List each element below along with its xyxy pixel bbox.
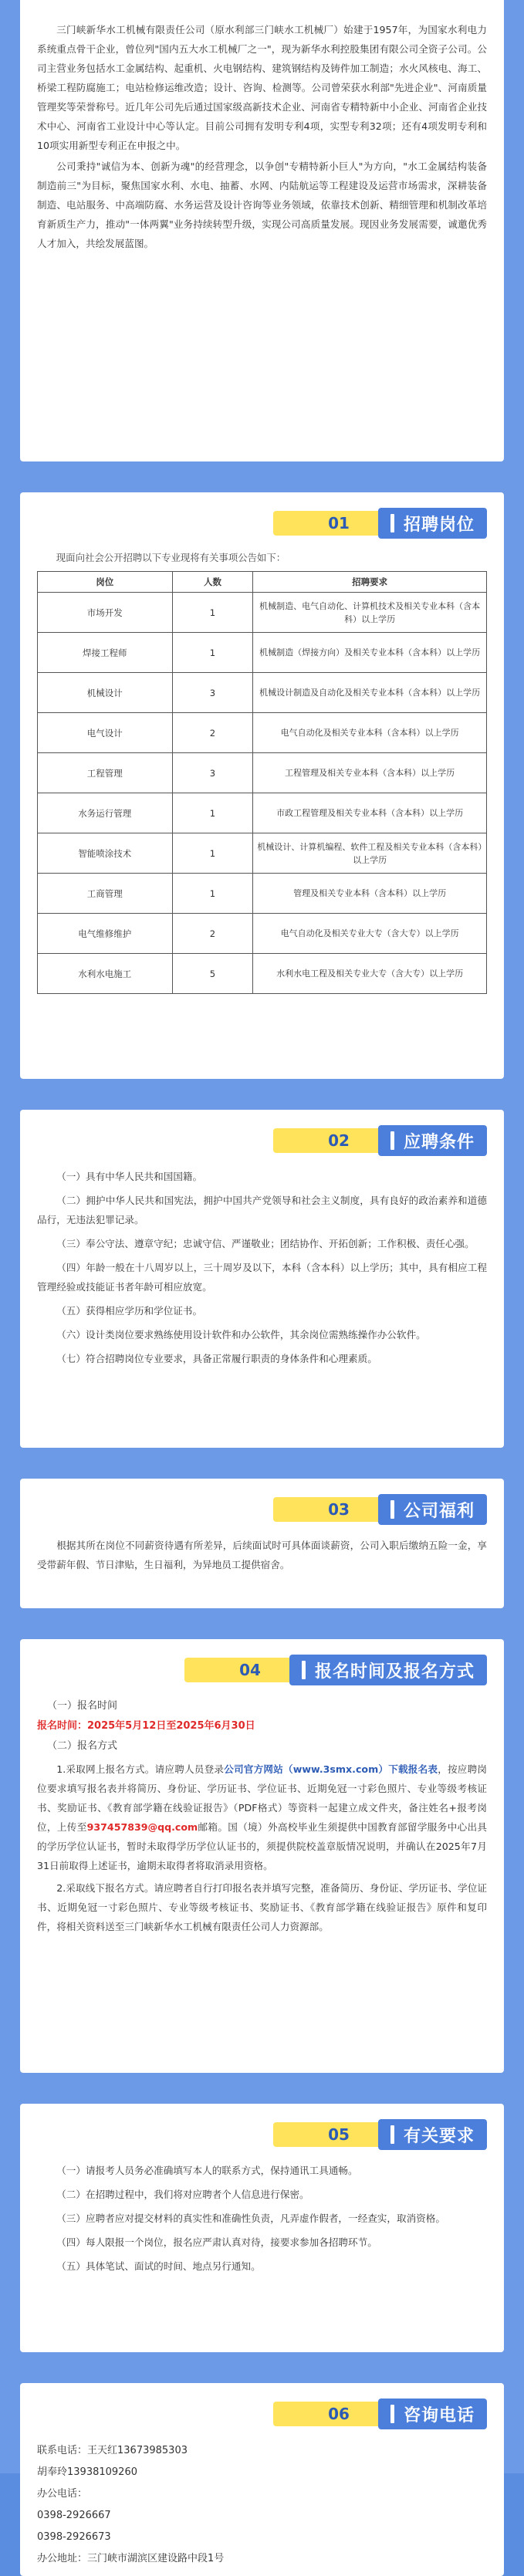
apply-online-a: 1.采取网上报名方式。请应聘人员登录 (56, 1763, 225, 1775)
list-item: （五）具体笔试、面试的时间、地点另行通知。 (56, 2260, 261, 2272)
list-item: （五）获得相应学历和学位证书。 (56, 1305, 203, 1317)
section-number: 01 (273, 511, 389, 536)
list-item: （一）具有中华人民共和国国籍。 (56, 1171, 203, 1182)
table-row (38, 633, 487, 673)
apply-time-label: （一）报名时间 (47, 1700, 118, 1712)
contact-phone-2: 胡奉玲13938109260 (37, 2466, 137, 2478)
list-item: （一）请报考人员务必准确填写本人的联系方式，保持通讯工具通畅。 (56, 2165, 358, 2176)
contact-office-phone-1: 0398-2926667 (37, 2510, 111, 2521)
jobs-header-row (38, 572, 487, 593)
section-header (37, 1494, 487, 1525)
jobs-lead: 现面向社会公开招聘以下专业现将有关事项公告如下： (56, 552, 286, 563)
contact-address: 办公地址：三门峡市湖滨区建设路中段1号 (37, 2553, 225, 2564)
job-post: 机械设计 (38, 673, 173, 713)
list-item: （七）符合招聘岗位专业要求，具备正常履行职责的身体条件和心理素质。 (56, 1353, 377, 1364)
table-row (38, 673, 487, 713)
apply-online (37, 1760, 487, 1875)
job-count: 3 (172, 673, 253, 713)
section-conditions (20, 1110, 504, 1448)
job-req: 机械制造、电气自动化、计算机技术及相关专业本科（含本科）以上学历 (253, 593, 487, 633)
job-req: 机械设计、计算机编程、软件工程及相关专业本科（含本科）以上学历 (253, 833, 487, 874)
section-header (37, 508, 487, 539)
apply-time-value: 报名时间：2025年5月12日至2025年6月30日 (37, 1720, 255, 1732)
table-row (38, 793, 487, 833)
section-jobs (20, 492, 504, 1079)
job-count: 2 (172, 914, 253, 954)
contact-phone-1: 联系电话：王天红13673985303 (37, 2445, 188, 2456)
section-header (37, 2399, 487, 2429)
jobs-header-post: 岗位 (38, 572, 173, 593)
section-number: 06 (273, 2402, 389, 2426)
job-count: 1 (172, 833, 253, 874)
table-row (38, 713, 487, 753)
apply-online-d: 邮箱。国（境）外高校毕业生须提供中国教育部留学服务中心出具的学历学位认证书，暂时未取得学历学位认证书的，须提供院校盖章版情况说明，并确认在2025年7月31日前取得上述证书，逾期未取得者将取消录用资格。 (37, 1821, 488, 1871)
official-site-link[interactable]: 公司官方网站（www.3smx.com）下载报名表 (224, 1763, 438, 1775)
list-item: （六）设计类岗位要求熟练使用设计软件和办公软件，其余岗位需熟练操作办公软件。 (56, 1329, 426, 1340)
job-count: 1 (172, 593, 253, 633)
job-req: 管理及相关专业本科（含本科）以上学历 (253, 874, 487, 914)
list-item: （二）拥护中华人民共和国宪法，拥护中国共产党领导和社会主义制度，具有良好的政治素养和道德品行，无违法犯罪记录。 (37, 1195, 487, 1225)
job-post: 水务运行管理 (38, 793, 173, 833)
job-post: 焊接工程师 (38, 633, 173, 673)
table-row (38, 753, 487, 793)
intro-paragraph-1: 三门峡新华水工机械有限责任公司（原水利部三门峡水工机械厂）始建于1957年，为国家水利电力系统重点骨干企业，曾位列"国内五大水工机械厂之一"，现为新华水利控股集团有限公司全资子公司。公司主营业务包括水工金属结构、起重机、火电钢结构、建筑钢结构及铸件加工制造；水火风核电、海工、桥梁工程防腐施工；电站检修运维改造；设计、咨询、检测等。公司曾荣获水利部"先进企业"、河南质量管理奖等荣誉称号。近几年公司先后通过国家级高新技术企业、河南省专精特新中小企业、河南省企业技术中心、河南省工业设计中心等认定。目前公司拥有发明专利4项，实型专利32项；还有4项发明专利和10项实用新型专利正在申报之中。 (37, 24, 487, 151)
section-welfare (20, 1479, 504, 1608)
list-item: （三）应聘者应对提交材料的真实性和准确性负责，凡弄虚作假者，一经查实，取消资格。 (56, 2213, 445, 2224)
section-apply (20, 1639, 504, 2073)
section-header (37, 1125, 487, 1156)
job-post: 工商管理 (38, 874, 173, 914)
job-req: 机械设计制造及自动化及相关专业本科（含本科）以上学历 (253, 673, 487, 713)
job-count: 5 (172, 954, 253, 994)
apply-offline: 2.采取线下报名方式。请应聘者自行打印报名表并填写完整，准备简历、身份证、学历证书、学位证书、近期免冠一寸彩色照片、专业等级考核证书、奖励证书、《教育部学籍在线验证报告》原件和复印件，将相关资料送至三门峡新华水工机械有限责任公司人力资源部。 (37, 1882, 487, 1932)
contact-office-label: 办公电话： (37, 2488, 88, 2500)
job-post: 智能喷涂技术 (38, 833, 173, 874)
requirements-list (37, 2161, 487, 2276)
jobs-header-req: 招聘要求 (253, 572, 487, 593)
job-post: 市场开发 (38, 593, 173, 633)
list-item: （四）每人限报一个岗位，报名应严肃认真对待，接要求参加各招聘环节。 (56, 2236, 377, 2248)
section-number: 04 (184, 1658, 300, 1682)
section-number: 02 (273, 1128, 389, 1153)
list-item: （四）年龄一般在十八周岁以上，三十周岁及以下，本科（含本科）以上学历；其中，具有相应工程管理经验或技能证书者年龄可相应放宽。 (37, 1262, 487, 1293)
section-number: 03 (273, 1497, 389, 1522)
section-header (37, 1655, 487, 1685)
apply-method-label: （二）报名方式 (47, 1740, 118, 1752)
job-count: 3 (172, 753, 253, 793)
job-count: 1 (172, 793, 253, 833)
table-row (38, 914, 487, 954)
job-req: 水利水电工程及相关专业大专（含大专）以上学历 (253, 954, 487, 994)
table-row (38, 833, 487, 874)
conditions-list (37, 1167, 487, 1368)
job-count: 2 (172, 713, 253, 753)
intro-paragraph-2: 公司秉持"诚信为本、创新为魂"的经营理念，以争创"专精特新小巨人"为方向，"水工金属结构装备制造前三"为目标，聚焦国家水利、水电、抽蓄、水网、内陆航运等工程建设及运营市场需求，深耕装备制造、电站服务、中高端防腐、水务运营及设计咨询等业务领域，依靠技术创新、精细管理和机制改革培育新质生产力，推动"一体两翼"业务持续转型升级，实现公司高质量发展。现因业务发展需要，诚邀优秀人才加入，共绘发展蓝图。 (37, 161, 487, 249)
section-title: 招聘岗位 (378, 508, 487, 539)
job-req: 机械制造（焊接方向）及相关专业本科（含本科）以上学历 (253, 633, 487, 673)
section-title: 应聘条件 (378, 1125, 487, 1156)
job-count: 1 (172, 874, 253, 914)
section-title: 有关要求 (378, 2119, 487, 2150)
contact-office-phone-2: 0398-2926673 (37, 2531, 111, 2543)
job-post: 水利水电施工 (38, 954, 173, 994)
job-req: 电气自动化及相关专业本科（含本科）以上学历 (253, 713, 487, 753)
section-contact (20, 2383, 504, 2576)
job-count: 1 (172, 633, 253, 673)
job-req: 工程管理及相关专业本科（含本科）以上学历 (253, 753, 487, 793)
email-link[interactable]: 937457839@qq.com (86, 1821, 198, 1833)
job-post: 电气设计 (38, 713, 173, 753)
section-title: 咨询电话 (378, 2399, 487, 2429)
welfare-text: 根据其所在岗位不同薪资待遇有所差异，后续面试时可具体面谈薪资，公司入职后缴纳五险一金，享受带薪年假、节日津贴，生日福利，为异地员工提供宿舍。 (37, 1540, 487, 1570)
jobs-header-count: 人数 (172, 572, 253, 593)
section-number: 05 (273, 2122, 389, 2147)
table-row (38, 593, 487, 633)
section-title: 报名时间及报名方式 (289, 1655, 487, 1685)
table-row (38, 954, 487, 994)
job-post: 电气维修维护 (38, 914, 173, 954)
table-row (38, 874, 487, 914)
intro-card (20, 0, 504, 461)
section-requirements (20, 2104, 504, 2352)
job-req: 电气自动化及相关专业大专（含大专）以上学历 (253, 914, 487, 954)
section-header (37, 2119, 487, 2150)
list-item: （三）奉公守法、遵章守纪；忠诚守信、严谨敬业；团结协作、开拓创新；工作积极、责任心强。 (56, 1238, 475, 1249)
job-req: 市政工程管理及相关专业本科（含本科）以上学历 (253, 793, 487, 833)
list-item: （二）在招聘过程中，我们将对应聘者个人信息进行保密。 (56, 2189, 309, 2200)
job-post: 工程管理 (38, 753, 173, 793)
jobs-table (37, 571, 487, 994)
section-title: 公司福利 (378, 1494, 487, 1525)
apply-online-c: ，按应聘岗位要求填写报名表并将简历、身份证、学历证书、学位证书、近期免冠一寸彩色照片、专业等级考核证书、奖励证书、《教育部学籍在线验证报告》（PDF格式）等资料一起建立成文件夹，备注姓名+报考岗位，上传至 (37, 1763, 487, 1833)
